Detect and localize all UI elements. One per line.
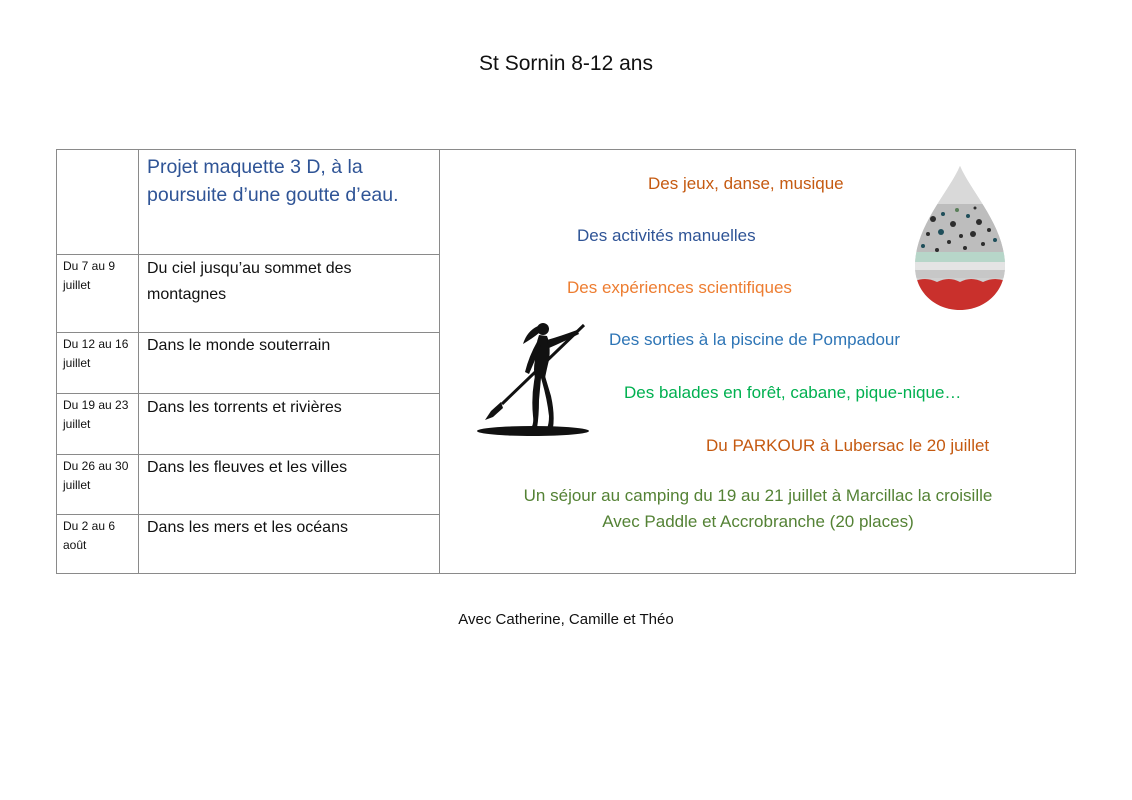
schedule-dates: Du 26 au 30 juillet — [63, 459, 129, 492]
activity-crafts: Des activités manuelles — [577, 226, 756, 245]
schedule-theme: Dans les torrents et rivières — [147, 399, 342, 416]
schedule-dates: Du 7 au 9 juillet — [63, 259, 116, 292]
activity-pool: Des sorties à la piscine de Pompadour — [609, 330, 901, 349]
project-title: Projet maquette 3 D, à la poursuite d’une goutte d’eau. — [147, 156, 399, 206]
schedule-theme: Dans le monde souterrain — [147, 337, 331, 354]
page-title: St Sornin 8-12 ans — [479, 52, 653, 75]
schedule-dates: Du 19 au 23 juillet — [63, 398, 129, 431]
column-divider-dates — [138, 150, 139, 573]
row-divider — [57, 393, 439, 394]
activity-parkour: Du PARKOUR à Lubersac le 20 juillet — [706, 436, 990, 455]
paddle-silhouette-icon — [477, 316, 592, 441]
schedule-dates: Du 2 au 6 août — [63, 519, 116, 552]
schedule-dates: Du 12 au 16 juillet — [63, 337, 129, 370]
camping-stay-line: Un séjour au camping du 19 au 21 juillet à Marcillac la croisille — [523, 486, 993, 505]
row-divider — [57, 254, 439, 255]
column-divider-activities — [439, 150, 440, 573]
camping-stay — [441, 483, 1075, 535]
activity-games: Des jeux, danse, musique — [648, 174, 844, 193]
program-table — [56, 149, 1076, 574]
schedule-theme: Dans les mers et les océans — [147, 519, 348, 536]
camping-stay-line: Avec Paddle et Accrobranche (20 places) — [602, 512, 914, 531]
activity-science: Des expériences scientifiques — [567, 278, 792, 297]
schedule-theme: Dans les fleuves et les villes — [147, 459, 348, 476]
water-drop-icon — [913, 164, 1008, 314]
footer-credits: Avec Catherine, Camille et Théo — [458, 611, 674, 628]
activity-forest: Des balades en forêt, cabane, pique-nique… — [624, 383, 962, 402]
schedule-theme: Du ciel jusqu’au sommet des montagnes — [147, 260, 352, 303]
